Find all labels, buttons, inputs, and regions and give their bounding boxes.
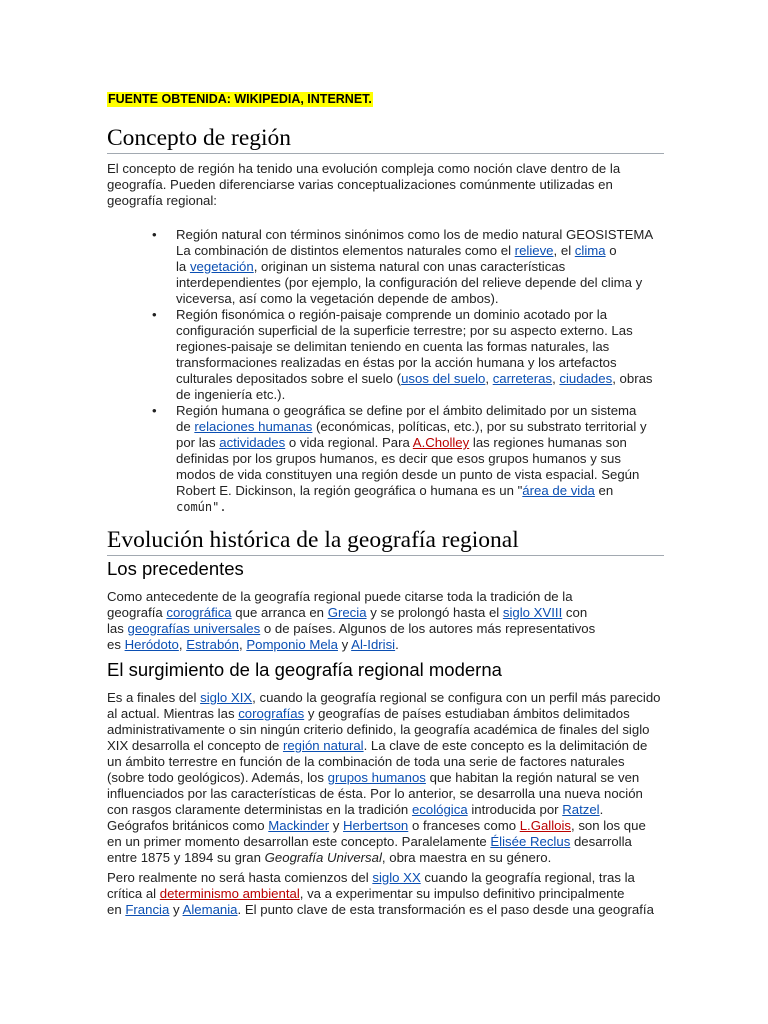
text-line: modos de vida constituyen una región desde un punto de vista espacial. Según xyxy=(176,467,640,482)
text-line: , xyxy=(485,371,493,386)
text-line: que arranca en xyxy=(231,605,328,620)
text-line: en xyxy=(594,483,614,498)
text-line: , obras xyxy=(612,371,653,386)
text-line: que habitan la región natural se ven xyxy=(425,770,640,785)
text-line: la xyxy=(176,259,190,274)
text-line: , el xyxy=(553,243,575,258)
text-line: Robert E. Dickinson, la región geográfica o humana es un " xyxy=(176,483,523,498)
intro-paragraph xyxy=(107,161,667,209)
link-mackinder[interactable]: Mackinder xyxy=(268,818,330,833)
list-item xyxy=(107,403,667,515)
text-line: o xyxy=(605,243,617,258)
list-item xyxy=(107,307,667,403)
text-line: La combinación de distintos elementos naturales como el xyxy=(176,243,515,258)
text-line: en un primer momento desarrollan este concepto. Paralelamente xyxy=(107,834,491,849)
text-line: configuración superficial de la superficie terrestre; por su aspecto externo. Las xyxy=(176,323,633,338)
link-corografias[interactable]: corografías xyxy=(238,706,305,721)
source-note: FUENTE OBTENIDA: WIKIPEDIA, INTERNET. xyxy=(108,92,372,106)
text-line: administrativamente o sin ningún criterio definido, la geografía académica de finales del siglo xyxy=(107,722,650,737)
text-line: o de países. Algunos de los autores más representativos xyxy=(260,621,596,636)
link-ecologica[interactable]: ecológica xyxy=(411,802,468,817)
section-heading-concepto: Concepto de región xyxy=(107,124,664,154)
text-line: introducida por xyxy=(467,802,563,817)
link-cholley[interactable]: A.Cholley xyxy=(412,435,470,450)
precedentes-paragraph xyxy=(107,589,667,653)
text-line: . El punto clave de esta transformación es el paso desde una geografía xyxy=(237,902,654,917)
text-line: con xyxy=(562,605,588,620)
text-line: geografía xyxy=(107,605,167,620)
bullet-icon: • xyxy=(152,307,157,322)
link-ratzel[interactable]: Ratzel xyxy=(562,802,600,817)
link-ciudades[interactable]: ciudades xyxy=(559,371,613,386)
text-line: común". xyxy=(176,500,227,514)
link-corografica[interactable]: corográfica xyxy=(166,605,232,620)
text-line: desarrolla xyxy=(570,834,632,849)
link-pomponio-mela[interactable]: Pomponio Mela xyxy=(246,637,338,652)
link-herodoto[interactable]: Heródoto xyxy=(124,637,179,652)
text-line: entre 1875 y 1894 su gran xyxy=(107,850,265,865)
link-usos-suelo[interactable]: usos del suelo xyxy=(401,371,486,386)
text-line: y xyxy=(329,818,344,833)
link-actividades[interactable]: actividades xyxy=(219,435,286,450)
text-line: o vida regional. Para xyxy=(285,435,413,450)
text-line: y xyxy=(169,902,183,917)
text-line: transformaciones realizadas en éstas por la acción humana y los artefactos xyxy=(176,355,617,370)
link-geografias-universales[interactable]: geografías universales xyxy=(127,621,261,636)
text-line: y se prolongó hasta el xyxy=(366,605,503,620)
text-line: XIX desarrolla el concepto de xyxy=(107,738,283,753)
region-types-list xyxy=(107,227,667,515)
link-vegetacion[interactable]: vegetación xyxy=(189,259,254,274)
text-line: con rasgos claramente deterministas en la tradición xyxy=(107,802,412,817)
link-gallois[interactable]: L.Gallois xyxy=(519,818,572,833)
text-line: geografía. Pueden diferenciarse varias conceptualizaciones comúnmente utilizadas en xyxy=(107,177,613,192)
text-line: , originan un sistema natural con unas características xyxy=(253,259,566,274)
text-line: (económicas, políticas, etc.), por su substrato territorial y xyxy=(312,419,647,434)
text-line: , xyxy=(178,637,187,652)
text-line: , va a experimentar su impulso definitivo principalmente xyxy=(299,886,625,901)
text-line: El concepto de región ha tenido una evolución compleja como noción clave dentro de la xyxy=(107,161,621,176)
link-al-idrisi[interactable]: Al-Idrisi xyxy=(351,637,396,652)
text-line: Como antecedente de la geografía regional puede citarse toda la tradición de la xyxy=(107,589,573,604)
text-line: , obra maestra en su género. xyxy=(381,850,552,865)
link-siglo-xx[interactable]: siglo XX xyxy=(372,870,421,885)
text-line: Es a finales del xyxy=(107,690,201,705)
subheading-surgimiento: El surgimiento de la geografía regional moderna xyxy=(107,659,502,680)
link-area-vida[interactable]: área de vida xyxy=(522,483,595,498)
text-line: es xyxy=(107,637,125,652)
text-line: Región humana o geográfica se define por el ámbito delimitado por un sistema xyxy=(176,403,637,418)
text-line: o franceses como xyxy=(408,818,520,833)
italic-title: Geografía Universal xyxy=(264,850,382,865)
text-line: Geógrafos británicos como xyxy=(107,818,269,833)
text-line: . xyxy=(395,637,399,652)
link-alemania[interactable]: Alemania xyxy=(182,902,238,917)
text-line: de xyxy=(176,419,195,434)
text-line: cuando la geografía regional, tras la xyxy=(420,870,635,885)
link-elisee-reclus[interactable]: Élisée Reclus xyxy=(490,834,571,849)
text-line: de ingeniería etc.). xyxy=(176,387,286,402)
text-line: y xyxy=(337,637,352,652)
link-relaciones-humanas[interactable]: relaciones humanas xyxy=(194,419,313,434)
text-line: interdependientes (por ejemplo, la configuración del relieve depende del clima y xyxy=(176,275,643,290)
text-line: , cuando la geografía regional se configura con un perfil más parecido xyxy=(252,690,661,705)
text-line: un ámbito terrestre en función de la combinación de toda una serie de factores naturales xyxy=(107,754,625,769)
link-siglo-xviii[interactable]: siglo XVIII xyxy=(502,605,563,620)
text-line: influenciados por las características de ésta. Por lo anterior, se desarrolla una nueva noción xyxy=(107,786,643,801)
text-line: . La clave de este concepto es la delimitación de xyxy=(363,738,648,753)
text-line: (sobre todo geológicos). Además, los xyxy=(107,770,328,785)
text-line: Región natural con términos sinónimos como los de medio natural GEOSISTEMA xyxy=(176,227,654,242)
link-siglo-xix[interactable]: siglo XIX xyxy=(200,690,253,705)
link-clima[interactable]: clima xyxy=(574,243,606,258)
text-line: Región fisonómica o región-paisaje comprende un dominio acotado por la xyxy=(176,307,608,322)
surgimiento-paragraph-2 xyxy=(107,870,667,918)
list-item xyxy=(107,227,667,307)
link-estrabon[interactable]: Estrabón xyxy=(186,637,239,652)
text-line: , son los que xyxy=(571,818,646,833)
text-line: las regiones humanas son xyxy=(469,435,627,450)
link-region-natural[interactable]: región natural xyxy=(282,738,364,753)
section-heading-evolucion: Evolución histórica de la geografía regional xyxy=(107,526,664,556)
link-francia[interactable]: Francia xyxy=(125,902,170,917)
text-line: las xyxy=(107,621,128,636)
text-line: geografía regional: xyxy=(107,193,217,208)
text-line: Pero realmente no será hasta comienzos del xyxy=(107,870,373,885)
text-line: definidas por los grupos humanos, es decir que esos grupos humanos y sus xyxy=(176,451,621,466)
text-line: , xyxy=(238,637,247,652)
bullet-icon: • xyxy=(152,227,157,242)
link-grecia[interactable]: Grecia xyxy=(327,605,367,620)
link-relieve[interactable]: relieve xyxy=(514,243,554,258)
text-line: al actual. Mientras las xyxy=(107,706,239,721)
subheading-precedentes: Los precedentes xyxy=(107,558,244,579)
link-carreteras[interactable]: carreteras xyxy=(492,371,553,386)
bullet-icon: • xyxy=(152,403,157,418)
text-line: crítica al xyxy=(107,886,160,901)
text-line: , xyxy=(552,371,560,386)
link-determinismo-ambiental[interactable]: determinismo ambiental xyxy=(159,886,300,901)
surgimiento-paragraph-1 xyxy=(107,690,667,866)
text-line: culturales depositados sobre el suelo ( xyxy=(176,371,402,386)
link-herbertson[interactable]: Herbertson xyxy=(343,818,409,833)
text-line: regiones-paisaje se delimitan teniendo en cuenta las formas naturales, las xyxy=(176,339,610,354)
link-grupos-humanos[interactable]: grupos humanos xyxy=(327,770,426,785)
text-line: y geografías de países estudiaban ámbitos delimitados xyxy=(304,706,630,721)
text-line: por las xyxy=(176,435,220,450)
text-line: en xyxy=(107,902,126,917)
text-line: . xyxy=(599,802,604,817)
text-line: viceversa, así como la vegetación depende de ambos). xyxy=(176,291,499,306)
